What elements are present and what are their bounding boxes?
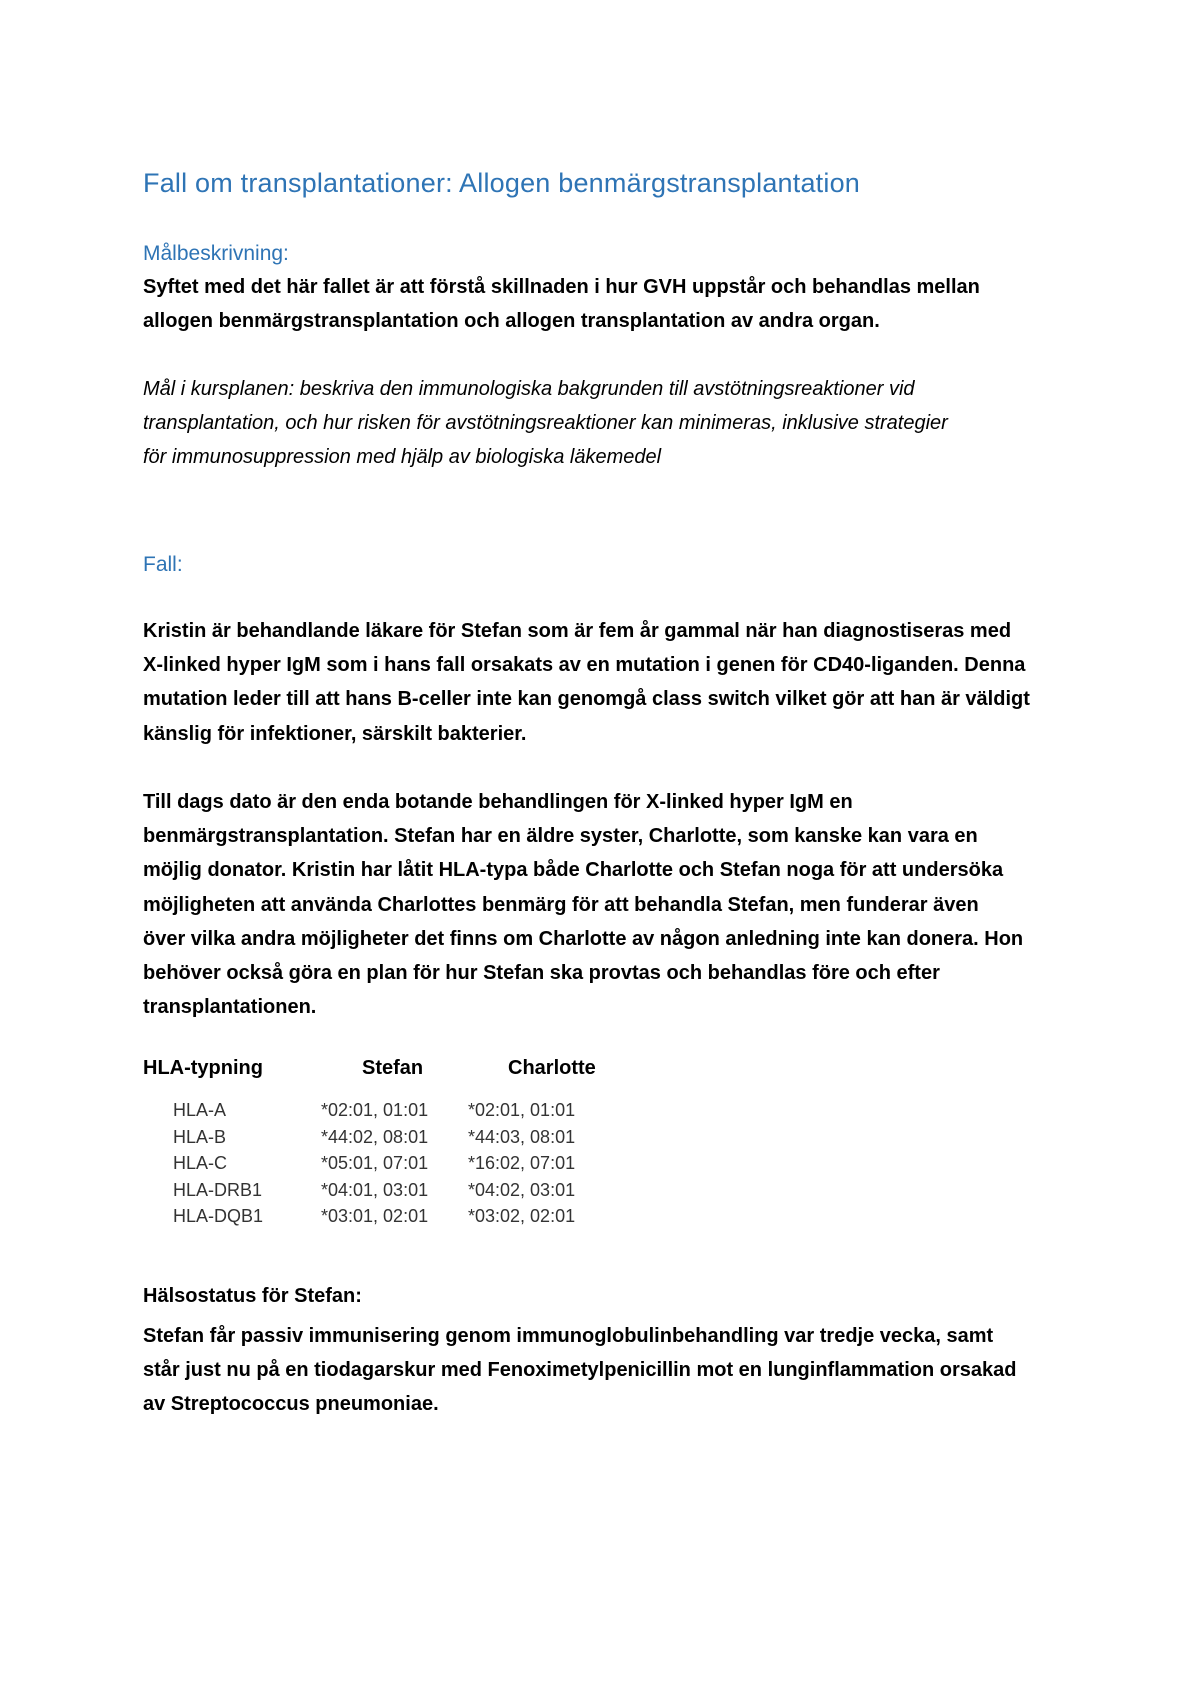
case-line: känslig för infektioner, särskilt bakterier. [143, 722, 527, 745]
hla-col-charlotte: Charlotte [508, 1057, 596, 1079]
case-line: möjligheten att använda Charlottes benmärg för att behandla Stefan, men funderar även [143, 893, 979, 916]
case-line: möjlig donator. Kristin har låtit HLA-typa både Charlotte och Stefan noga för att undersöka [143, 859, 1004, 882]
hla-locus: HLA-DRB1 [173, 1179, 263, 1200]
hla-stefan-value: *03:01, 02:01 [321, 1206, 429, 1226]
curriculum-line: Mål i kursplanen: beskriva den immunologiska bakgrunden till avstötningsreaktioner vid [143, 378, 915, 400]
health-line: står just nu på en tiodagarskur med Fenoximetylpenicillin mot en lunginflammation orsakad [143, 1359, 1017, 1382]
hla-locus: HLA-A [173, 1100, 227, 1120]
case-line: benmärgstransplantation. Stefan har en äldre syster, Charlotte, som kanske kan vara en [143, 825, 978, 848]
case-line: X-linked hyper IgM som i hans fall orsakats av en mutation i genen för CD40-liganden. Denna [143, 654, 1026, 677]
hla-charlotte-value: *02:01, 01:01 [468, 1100, 576, 1120]
hla-locus: HLA-C [173, 1153, 228, 1173]
hla-table-header [143, 1057, 743, 1091]
case-line: transplantationen. [143, 996, 317, 1019]
hla-charlotte-value: *04:02, 03:01 [468, 1179, 576, 1200]
document-title: Fall om transplantationer: Allogen benmärgstransplantation [143, 168, 861, 198]
case-heading: Fall: [143, 553, 183, 576]
goal-paragraph [143, 270, 1078, 338]
hla-stefan-value: *02:01, 01:01 [321, 1100, 429, 1120]
hla-charlotte-value: *44:03, 08:01 [468, 1126, 576, 1147]
case-line: mutation leder till att hans B-celler inte kan genomgå class switch vilket gör att han är väldigt [143, 688, 1030, 711]
case-paragraph-1 [143, 614, 1078, 751]
hla-charlotte-value: *03:02, 02:01 [468, 1206, 576, 1226]
case-line: över vilka andra möjligheter det finns om Charlotte av någon anledning inte kan donera. Hon [143, 927, 1024, 950]
hla-label: HLA-typning [143, 1057, 263, 1079]
curriculum-paragraph [143, 372, 1078, 475]
case-line: Till dags dato är den enda botande behandlingen för X-linked hyper IgM en [143, 791, 853, 813]
hla-stefan-value: *05:01, 07:01 [321, 1153, 429, 1173]
hla-stefan-value: *04:01, 03:01 [321, 1179, 429, 1200]
hla-locus: HLA-DQB1 [173, 1206, 264, 1226]
goal-heading: Målbeskrivning: [143, 242, 289, 265]
health-status-title: Hälsostatus för Stefan: [143, 1285, 362, 1307]
goal-line: allogen benmärgstransplantation och allogen transplantation av andra organ. [143, 310, 880, 333]
curriculum-line: transplantation, och hur risken för avstötningsreaktioner kan minimeras, inklusive strategier [143, 412, 948, 435]
hla-col-stefan: Stefan [362, 1057, 424, 1079]
hla-locus: HLA-B [173, 1126, 227, 1147]
hla-charlotte-value: *16:02, 07:01 [468, 1153, 576, 1173]
hla-stefan-value: *44:02, 08:01 [321, 1126, 429, 1147]
goal-line: Syftet med det här fallet är att förstå skillnaden i hur GVH uppstår och behandlas mellan [143, 276, 980, 298]
health-line: Stefan får passiv immunisering genom immunoglobulinbehandling var tredje vecka, samt [143, 1325, 994, 1347]
case-paragraph-2 [143, 785, 1078, 1024]
case-line: behöver också göra en plan för hur Stefan ska provtas och behandlas före och efter [143, 962, 940, 985]
curriculum-line: för immunosuppression med hjälp av biologiska läkemedel [143, 446, 662, 469]
case-line: Kristin är behandlande läkare för Stefan som är fem år gammal när han diagnostiseras med [143, 620, 1012, 642]
health-line: av Streptococcus pneumoniae. [143, 1393, 439, 1416]
health-paragraph [143, 1319, 1078, 1422]
